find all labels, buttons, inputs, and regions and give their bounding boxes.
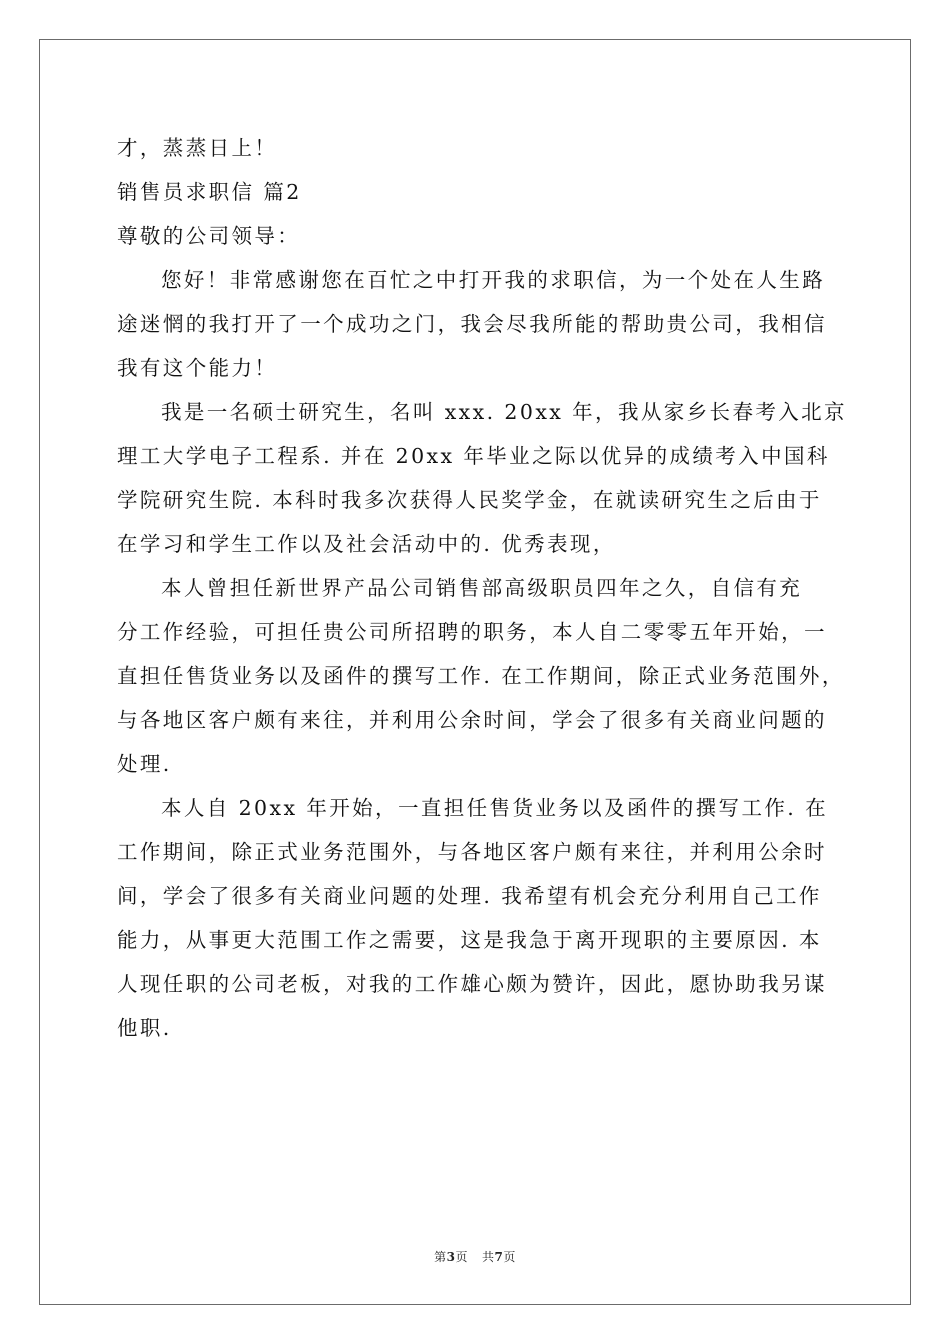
paragraph-line: 处理. — [117, 752, 172, 776]
total-label-suffix: 页 — [503, 1250, 516, 1264]
paragraph-line: 学院研究生院. 本科时我多次获得人民奖学金，在就读研究生之后由于 — [117, 488, 822, 512]
paragraph-line: 我是一名硕士研究生，名叫 xxx. 20xx 年，我从家乡长春考入北京 — [161, 400, 847, 424]
text-line: 才，蒸蒸日上！ — [117, 136, 278, 160]
page-label-suffix: 页 — [455, 1250, 468, 1264]
paragraph-line: 分工作经验，可担任贵公司所招聘的职务，本人自二零零五年开始，一 — [117, 620, 827, 644]
total-label-prefix: 共 — [482, 1250, 495, 1264]
paragraph-line: 人现任职的公司老板，对我的工作雄心颇为赞许，因此，愿协助我另谋 — [117, 972, 827, 996]
section-heading: 销售员求职信 篇2 — [117, 180, 302, 204]
page-number: 3 — [446, 1250, 456, 1264]
page-footer — [0, 1248, 950, 1265]
paragraph-line: 本人曾担任新世界产品公司销售部高级职员四年之久，自信有充 — [161, 576, 803, 600]
page-label-prefix: 第 — [434, 1250, 447, 1264]
total-pages: 7 — [494, 1250, 504, 1264]
paragraph-line: 理工大学电子工程系. 并在 20xx 年毕业之际以优异的成绩考入中国科 — [117, 444, 830, 468]
paragraph-line: 工作期间，除正式业务范围外，与各地区客户颇有来往，并利用公余时 — [117, 840, 827, 864]
paragraph-line: 在学习和学生工作以及社会活动中的. 优秀表现， — [117, 532, 616, 556]
salutation: 尊敬的公司领导： — [117, 224, 301, 248]
paragraph-line: 他职. — [117, 1016, 172, 1040]
paragraph-line: 您好！非常感谢您在百忙之中打开我的求职信，为一个处在人生路 — [161, 268, 826, 292]
paragraph-line: 直担任售货业务以及函件的撰写工作. 在工作期间，除正式业务范围外， — [117, 664, 845, 688]
paragraph-line: 能力，从事更大范围工作之需要，这是我急于离开现职的主要原因. 本 — [117, 928, 822, 952]
paragraph-line: 与各地区客户颇有来往，并利用公余时间，学会了很多有关商业问题的 — [117, 708, 827, 732]
document-body — [117, 126, 847, 1050]
paragraph-line: 间，学会了很多有关商业问题的处理. 我希望有机会充分利用自己工作 — [117, 884, 822, 908]
paragraph-line: 途迷惘的我打开了一个成功之门，我会尽我所能的帮助贵公司，我相信 — [117, 312, 827, 336]
paragraph-line: 我有这个能力！ — [117, 356, 278, 380]
paragraph-line: 本人自 20xx 年开始，一直担任售货业务以及函件的撰写工作. 在 — [161, 796, 828, 820]
